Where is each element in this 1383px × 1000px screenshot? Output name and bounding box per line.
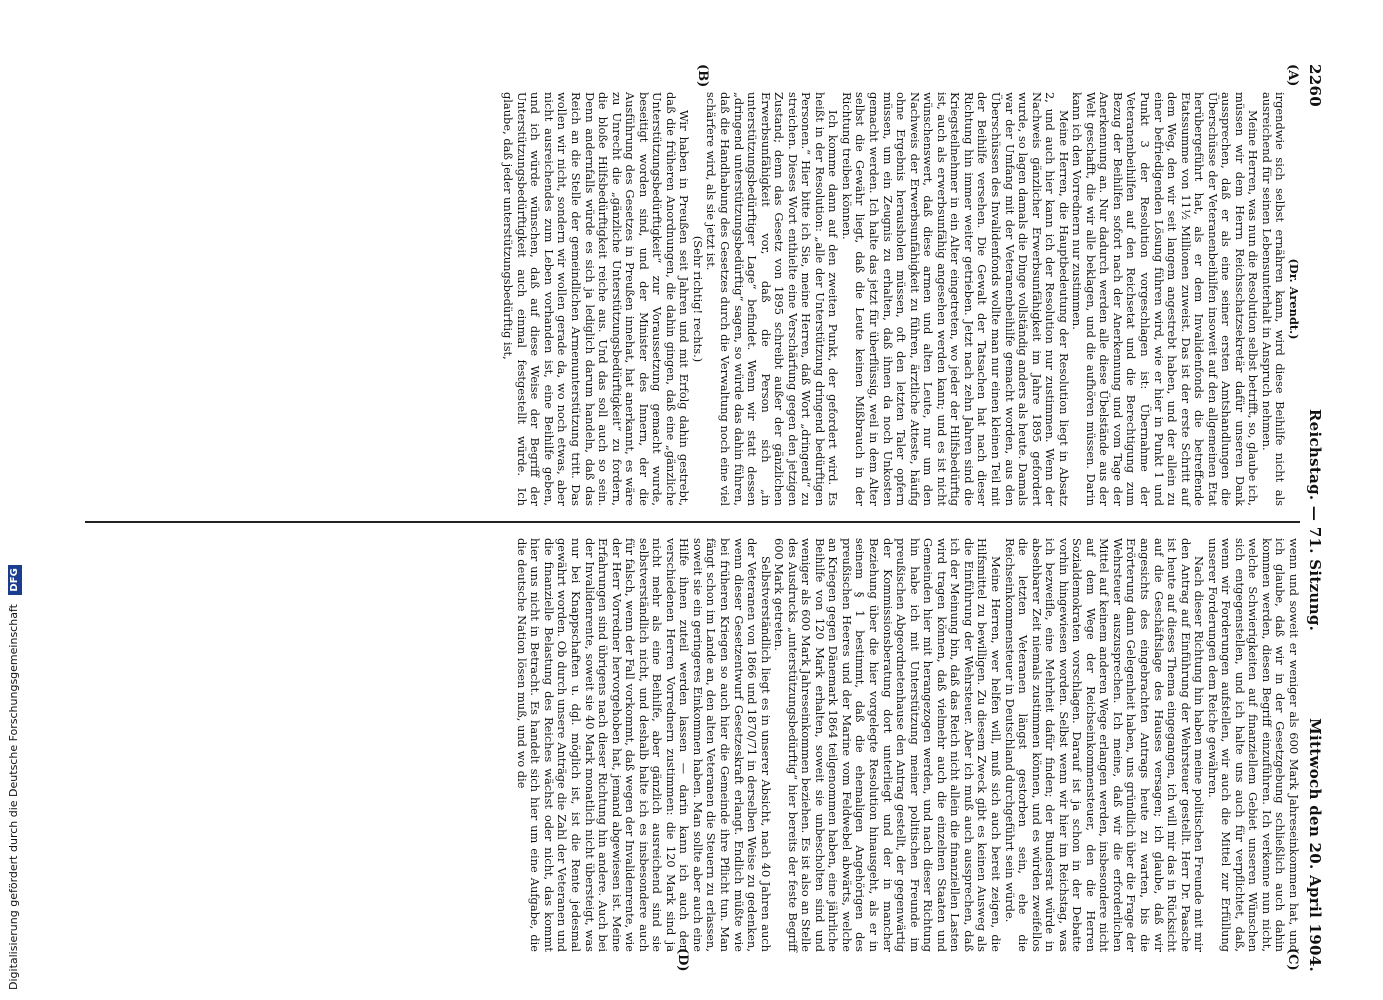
speaker-label: (Dr. Arendt.) [1287, 258, 1301, 340]
text-column-right [514, 538, 1300, 952]
page-header [1302, 60, 1324, 980]
paragraph: Wir haben in Preußen seit Jahren und mit Erfolg dahin gestrebt, daß die früheren Anordnungen, die dahin gingen, daß eine „gänzliche Unterstützungsbedürftigkeit“ zur Voraussetzung gemacht wurde, beseitigt worden sind, und der Minister des Innern, der die Ausführung des Gesetzes in Preußen innehat, hat anerkannt, es wäre zu Unrecht die „gänzliche Unterstützungsbedürftigkeit“ zu fordern, die bloße Hilfsbedürftigkeit reiche aus. Und das soll auch so sein. Denn andernfalls würde es sich ja lediglich darum handeln, daß das Reich an die Stelle der gemeindlichen Armenunterstützung tritt. Das wollen wir nicht, sondern wir wollen gerade da, wo noch etwas, aber nicht ausreichendes zum Leben vorhanden ist, eine Beihilfe geben, und ich würde wünschen, daß auf diese Weise der Begriff der Unterstützungsbedürftigkeit auch einmal festgestellt würde. Ich glaube, daß jeder unterstützungsbedürftig ist, [501, 92, 692, 506]
session-date: Mittwoch den 20. April 1904. [1306, 718, 1324, 972]
scanned-page [60, 60, 1330, 980]
margin-marker-b: (B) [695, 64, 710, 88]
margin-marker-d: (D) [675, 948, 690, 972]
running-title: Reichstag. — 71. Sitzung. [1306, 408, 1324, 632]
paragraph: Meine Herren, was nun die Resolution selbst betrifft, so, glaube ich, müssen wir dem Herrn Reichsschatzsekretär dafür unseren Dank aussprechen, daß er als eine seiner ersten Amtshandlungen die Überschüsse der Veteranenbeihilfen insoweit auf den allgemeinen Etat herübergeführt hat, als er dem Invalidenfonds die betreffende Etatssumme von 11½ Millionen zuweist. Das ist der erste Schritt auf dem Weg, den wir seit langem angestrebt haben, und der allein zu einer befriedigenden Lösung führen wird, wie er hier in Punkt 1 und Punkt 3 der Resolution vorgeschlagen ist: Übernahme der Veteranenbeihilfen auf den Reichsetat und die Berechtigung zum Bezug der Beihilfen sofort nach der Anerkennung und vom Tage der Anerkennung an. Nur dadurch werden alle diese Übelstände aus der Welt geschafft, die wir alle beklagen, und die aufhören müssen. Darin kann ich den Vorrednern nur zustimmen. [1070, 92, 1261, 506]
page-number: 2260 [1306, 64, 1324, 107]
paragraph: Meine Herren, wer helfen will, muß sich auch bereit zeigen, die Hilfsmittel zu bewilligen. Zu diesem Zweck gibt es keinen Ausweg als die Einführung der Wehrsteuer. Aber ich muß auch aussprechen, daß ich der Meinung bin, daß das Reich nicht allein die finanziellen Lasten wird tragen können, daß vielmehr auch die einzelnen Staaten und Gemeinden hier mit herangezogen werden, und nach dieser Richtung hin habe ich mit Unterstützung meiner politischen Freunde im preußischen Abgeordnetenhause den Antrag gestellt, der gegenwärtig der Kommissionsberatung dort unterliegt und der in mancher Beziehung über die hier vorgelegte Resolution hinausgeht, als er in seinem § 1 bestimmt, daß die ehemaligen Angehörigen des preußischen Heeres und der Marine vom Feldwebel abwärts, welche an Kriegen gegen Dänemark 1864 teilgenommen haben, eine jährliche Beihilfe von 120 Mark erhalten, soweit sie unbescholten sind und weniger als 600 Mark Jahreseinkommen beziehen. Es ist also an Stelle des Ausdrucks „unterstützungsbedürftig“ hier bereits der feste Begriff 600 Mark getreten. [772, 538, 1003, 952]
dfg-logo: DFG [8, 565, 22, 594]
paragraph: irgendwie sich selbst ernähren kann, wird diese Beihilfe nicht als ausreichend für seinen Lebensunterhalt in Anspruch nehmen. [1259, 92, 1288, 506]
credit-text: Digitalisierung gefördert durch die Deutsche Forschungsgemeinschaft [7, 604, 20, 990]
digitization-credit [4, 150, 24, 990]
paragraph: Selbstverständlich liegt es in unserer Absicht, nach 40 Jahren auch der Veteranen von 1866 und 1870/71 in derselben Weise zu gedenken, wenn dieser Gesetzentwurf Gesetzeskraft erlangt. Endlich müßte wie bei früheren Kriegen so auch hier die Gemeinde ihre Pflicht tun. Man fängt schon im Lande an, den alten Veteranen die Steuern zu erlassen, soweit sie ein geringeres Einkommen haben. Man sollte aber auch eine Hilfe ihnen zuteil werden lassen — darin kann ich auch den verschiedenen Herren Vorrednern zustimmen: die 120 Mark sind ja nicht mehr als eine Beihilfe, aber gänzlich ausreichend sind sie selbstverständlich nicht, und deshalb halte ich es insbesondere auch für falsch, wenn der Fall vorkommt, daß wegen der Invalidenrente, wie der Herr Vorredner hervorgehoben hat, jemand abgewiesen ist. Meine Erfahrungen sind übrigens nach dieser Richtung hin andere. Auch bei der Invalidenrente, soweit sie 40 Mark monatlich nicht übersteigt, was nur bei Knappschaften u. dgl. möglich ist, ist die Rente jedesmal gewährt worden. Ob durch unsere Anträge die Zahl der Veteranen und die finanzielle Belastung des Reiches wächst oder nicht, das kommt hier uns nicht in Betracht. Es handelt sich hier um eine Aufgabe, die die deutsche Nation lösen muß, und wo die [514, 538, 773, 952]
paragraph: Meine Herren, die Hauptbedeutung der Resolution liegt in Absatz 2, und auch hier kann ich der Resolution nur zustimmen. Wenn der Nachweis gänzlicher Erwerbsunfähigkeit im Jahre 1895 gefordert wurde, so lagen damals die Dinge vollständig anders als heute. Damals war der Umfang mit der Veteranenbeihilfe gemacht worden, aus den Überschüssen des Invalidenfonds wollte man nur einen kleinen Teil mit der Beihilfe versehen. Die Gewalt der Tatsachen hat nach dieser Richtung hin immer weiter getrieben. Jetzt nach zehn Jahren sind die Kriegsteilnehmer in ein Alter eingetreten, wo jeder der Hilfsbedürftig ist, auch als erwerbsunfähig angesehen werden kann; und es ist nicht wünschenswert, daß diese armen und alten Leute, nur um den Nachweis der Erwerbsunfähigkeit zu führen, ärztliche Atteste, häufig ohne Ergebnis herausholen müssen, oft den letzten Taler opfern müssen, um ein Zeugnis zu erhalten, daß ihnen da noch Unkosten gemacht werden. Ich halte das jetzt für überflüssig, weil in dem Alter selbst die Gewähr liegt, daß die Leute keinen Mißbrauch in der Richtung treiben können. [839, 92, 1071, 506]
audience-reaction: (Sehr richtig! rechts.) [690, 235, 705, 363]
text-column-left [501, 92, 1300, 506]
paragraph: Nach dieser Richtung hin haben meine politischen Freunde mit mir den Antrag auf Einführung der Wehrsteuer gestellt. Herr Dr. Paasche ist heute auf dieses Thema eingegangen, ich will mir das in Rücksicht auf die Geschäftslage des Hauses versagen; ich glaube, daß wir angesichts des eingebrachten Antrags heute zu warten, bis die Erörterung dann Gelegenheit haben, uns gründlich über die Frage der Wehrsteuer auszusprechen. Ich meine, daß wir die erforderlichen Mittel auf keinem anderen Wege erlangen werden, insbesondere nicht auf dem Wege der Reichseinkommensteuer, den die Herren Sozialdemokraten vorschlagen. Darauf ist ja schon in der Debatte vorhin hingewiesen worden. Selbst wenn wir hier im Reichstag, was ich bezweifle, eine Mehrheit dafür finden; der Bundesrat würde in absehbarer Zeit niemals zustimmen können, und es würden zweifellos die letzten Veteranen längst gestorben sein, ehe die Reichseinkommensteuer in Deutschland durchgeführt sein würde. [1002, 538, 1207, 952]
margin-marker-c: (C) [1285, 948, 1300, 971]
column-divider [85, 521, 1300, 523]
rotated-page-content [60, 60, 1330, 980]
margin-marker-a: (A) [1285, 64, 1300, 87]
paragraph: Ich komme dann auf den zweiten Punkt, der gefordert wird. Es heißt in der Resolution: „alle der Unterstützung dringend bedürftigen Personen.“ Hier bitte ich Sie, meine Herren, daß Wort „dringend“ zu streichen. Dieses Wort enthielte eine Verschärfung gegen den jetzigen Zustand; denn das Gesetz von 1895 schreibt außer der gänzlichen Erwerbsunfähigkeit vor, daß die Person sich „in unterstützungsbedürftiger Lage“ befindet. Wenn wir statt dessen „dringend unterstützungsbedürftig“ sagen, so würde das dahin führen, daß die Handhabung des Gesetzes durch die Verwaltung noch eine viel schärfere wird, als sie jetzt ist. [704, 92, 841, 506]
paragraph: wenn und soweit er weniger als 600 Mark Jahreseinkommen hat, und ich glaube, daß wir in der Gesetzgebung schließlich auch dahin kommen werden, diesen Begriff einzuführen. Ich verkenne nun nicht, welche Schwierigkeiten auf finanziellem Gebiet unseren Wünschen sich entgegenstellen, und ich halte uns auch für verpflichtet, daß, wenn wir Forderungen aufstellen, wir auch die Mittel zur Erfüllung unserer Forderungen dem Reiche gewähren. [1205, 538, 1301, 952]
